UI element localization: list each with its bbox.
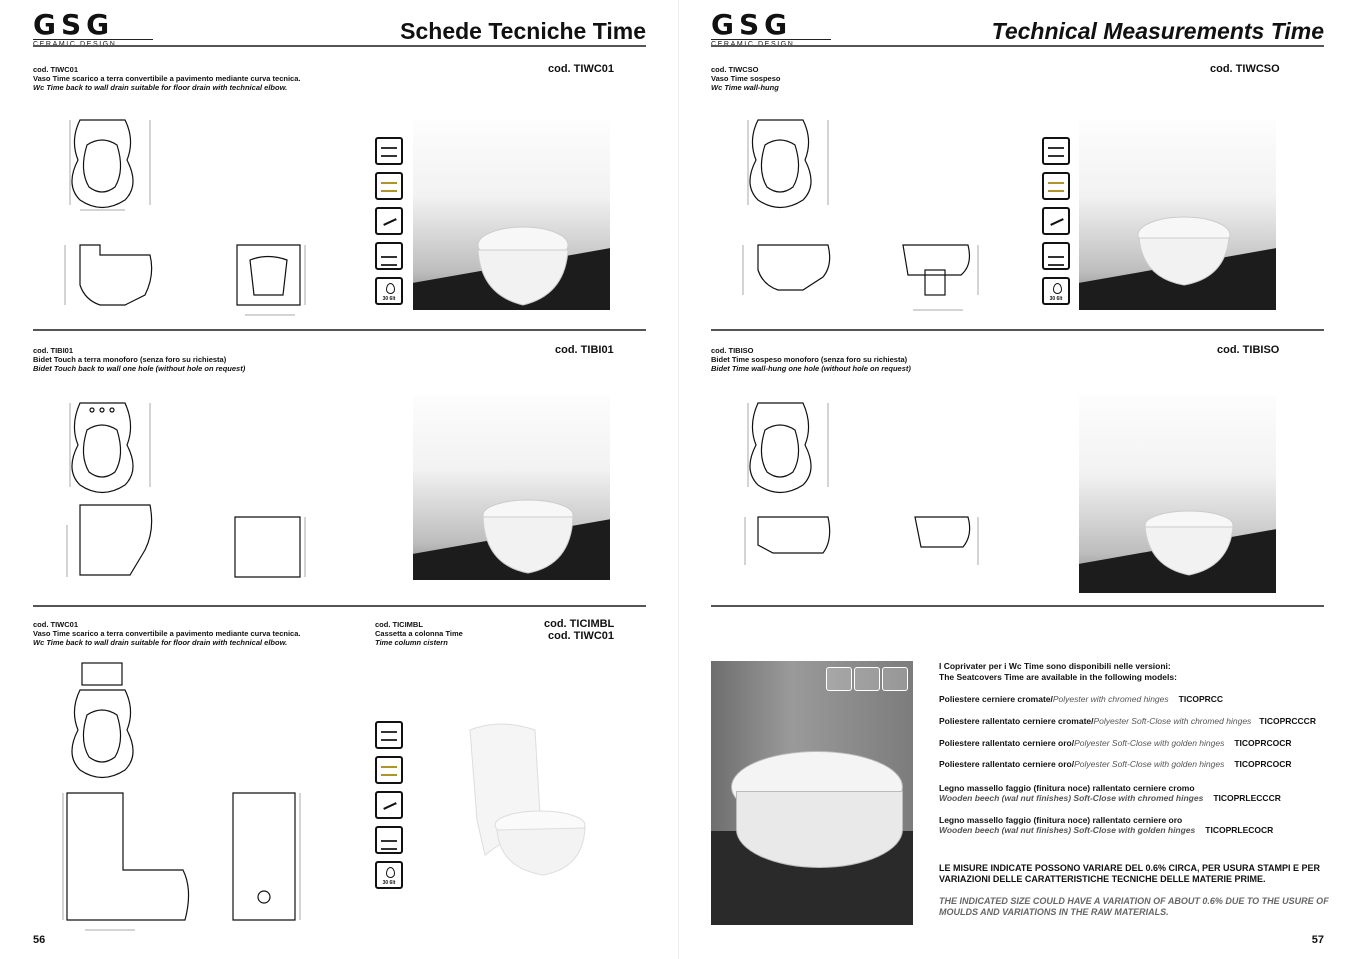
- technical-drawing-wc: [55, 105, 315, 320]
- seatcover-option: Poliestere cerniere cromate/Polyester with chromed hinges TICOPRCC: [939, 694, 1224, 704]
- seat-chrome-hinge-icon: [375, 137, 403, 165]
- seat-gold-hinge-icon: [1042, 172, 1070, 200]
- bowl-icon: [1042, 242, 1070, 270]
- seatcover-wood-it: Legno massello faggio (finitura noce) rallentato cerniere oro: [939, 815, 1183, 825]
- seatcovers-heading-en: The Seatcovers Time are available in the following models:: [939, 672, 1177, 682]
- brand-logo: GSG: [711, 12, 831, 48]
- product-desc-it: Vaso Time scarico a terra convertibile a pavimento mediante curva tecnica.: [33, 629, 301, 638]
- seatcover-option: Poliestere rallentato cerniere oro/Polyester Soft-Close with golden hinges TICOPRCOCR: [939, 738, 1292, 748]
- product-desc-en: Wc Time back to wall drain suitable for floor drain with technical elbow.: [33, 83, 288, 92]
- bowl-icon: [375, 242, 403, 270]
- water-drop-icon: 30 6lt: [375, 277, 403, 305]
- cistern-desc-en: Time column cistern: [375, 638, 448, 647]
- section-divider: [711, 605, 1324, 607]
- seat-chrome-hinge-icon: [826, 667, 852, 691]
- product-desc-it: Bidet Touch a terra monoforo (senza foro su richiesta): [33, 355, 227, 364]
- bidet-illustration: [413, 395, 610, 580]
- seat-gold-hinge-icon: [854, 667, 880, 691]
- cistern-code: cod. TICIMBL: [375, 620, 423, 629]
- seat-gold-hinge-icon: [375, 172, 403, 200]
- product-desc-it: Bidet Time sospeso monoforo (senza foro su richiesta): [711, 355, 908, 364]
- toilet-illustration: [1079, 120, 1276, 310]
- product-desc-it: Vaso Time sospeso: [711, 74, 781, 83]
- seatcover-photo: [711, 661, 913, 925]
- product-code: cod. TIWCSO: [711, 65, 759, 74]
- bowl-icon: [375, 826, 403, 854]
- water-drop-icon: 30 6lt: [375, 861, 403, 889]
- section-divider: [33, 329, 646, 331]
- seatcover-wood-en: Wooden beech (wal nut finishes) Soft-Close with chromed hinges TICOPRLECCCR: [939, 793, 1281, 803]
- product-code: cod. TIBI01: [33, 346, 74, 355]
- technical-drawing-bidet: [55, 395, 315, 590]
- page-number: 57: [1311, 934, 1324, 946]
- section-divider: [33, 605, 646, 607]
- product-photo-wc-cistern: [455, 710, 615, 885]
- brand-logo: GSG: [33, 12, 153, 48]
- product-desc-en: Wc Time wall-hung: [711, 83, 779, 92]
- product-photo-wc-wallhung: [1079, 120, 1276, 310]
- tolerance-note-it: LE MISURE INDICATE POSSONO VARIARE DEL 0.6% CIRCA, PER USURA STAMPI E PER VARIAZIONI DELLE CARATTERISTICHE TECNICHE DELLE MATERIE PRIME.: [939, 863, 1321, 884]
- product-code-large: cod. TIWC01: [548, 63, 615, 75]
- product-photo-bidet-floor: [413, 395, 610, 580]
- page-title: Schede Tecniche Time: [400, 18, 646, 44]
- product-desc-en: Wc Time back to wall drain suitable for floor drain with technical elbow.: [33, 638, 288, 647]
- seat-chrome-hinge-icon: [1042, 137, 1070, 165]
- toilet-illustration: [413, 120, 610, 310]
- product-desc-en: Bidet Touch back to wall one hole (without hole on request): [33, 364, 246, 373]
- seatcover-option: Poliestere rallentato cerniere oro/Polyester Soft-Close with golden hinges TICOPRCOCR: [939, 759, 1292, 769]
- spine: [678, 0, 679, 959]
- cistern-desc-it: Cassetta a colonna Time: [375, 629, 463, 638]
- section-divider: [711, 329, 1324, 331]
- product-code: cod. TIWC01: [33, 620, 79, 629]
- water-drop-icon: 30 6lt: [1042, 277, 1070, 305]
- page-title: Technical Measurements Time: [991, 18, 1324, 44]
- title-divider: [711, 45, 1324, 47]
- bidet-illustration: [1079, 395, 1276, 593]
- seat-chrome-hinge-icon: [375, 721, 403, 749]
- seat-gold-hinge-icon: [375, 756, 403, 784]
- soft-close-icon: [1042, 207, 1070, 235]
- product-photo-bidet-wallhung: [1079, 395, 1276, 593]
- soft-close-icon: [375, 207, 403, 235]
- seatcovers-heading-it: I Coprivater per i Wc Time sono disponibili nelle versioni:: [939, 661, 1171, 671]
- product-code-large-secondary: cod. TIWC01: [548, 630, 615, 642]
- title-divider: [33, 45, 646, 47]
- technical-drawing-wc-cistern: [55, 655, 315, 935]
- seatcover-wood-en: Wooden beech (wal nut finishes) Soft-Close with golden hinges TICOPRLECOCR: [939, 825, 1274, 835]
- tolerance-note-en: THE INDICATED SIZE COULD HAVE A VARIATION OF ABOUT 0.6% DUE TO THE USURE OF MOULDS AND VARIATIONS IN THE RAW MATERIALS.: [939, 896, 1329, 917]
- product-code-large: cod. TIBISO: [1217, 344, 1280, 356]
- soft-close-icon: [882, 667, 908, 691]
- product-code: cod. TIBISO: [711, 346, 754, 355]
- product-code: cod. TIWC01: [33, 65, 79, 74]
- seatcover-option: Poliestere rallentato cerniere cromate/Polyester Soft-Close with chromed hinges TICOPRCCCR: [939, 716, 1316, 726]
- product-code-large: cod. TICIMBL: [544, 618, 615, 630]
- page-number: 56: [33, 934, 46, 946]
- product-code-large: cod. TIWCSO: [1210, 63, 1280, 75]
- product-desc-it: Vaso Time scarico a terra convertibile a pavimento mediante curva tecnica.: [33, 74, 301, 83]
- technical-drawing-bidet-wallhung: [733, 395, 993, 590]
- product-code-large: cod. TIBI01: [555, 344, 614, 356]
- seatcover-wood-it: Legno massello faggio (finitura noce) rallentato cerniere cromo: [939, 783, 1195, 793]
- product-photo-wc-floor: [413, 120, 610, 310]
- technical-drawing-wc-wallhung: [733, 105, 993, 320]
- soft-close-icon: [375, 791, 403, 819]
- product-desc-en: Bidet Time wall-hung one hole (without hole on request): [711, 364, 911, 373]
- page-right: [678, 0, 1356, 959]
